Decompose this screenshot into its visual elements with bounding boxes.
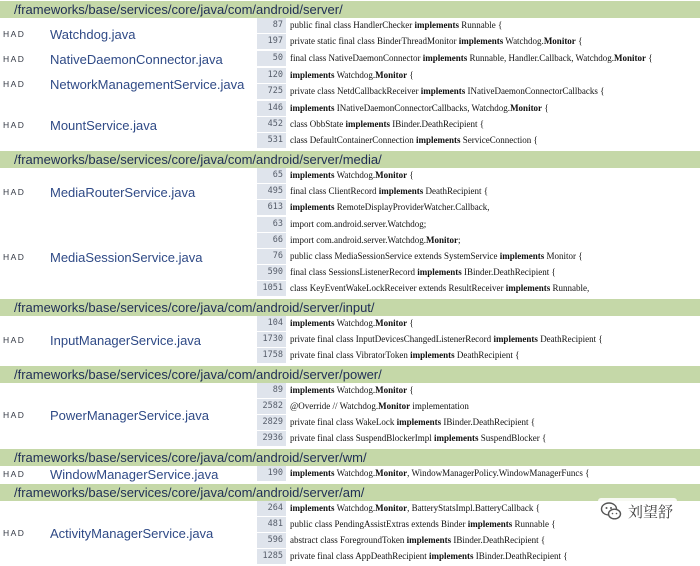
line-number[interactable]: 495	[257, 184, 286, 199]
code-text: {	[407, 385, 414, 395]
keyword-highlight: implements	[420, 86, 466, 96]
code-text: ;	[458, 235, 461, 245]
match-line[interactable]	[257, 101, 700, 117]
code-text: class DefaultContainerConnection	[290, 135, 416, 145]
match-line[interactable]	[257, 184, 700, 200]
line-number[interactable]: 197	[257, 34, 286, 49]
file-result	[0, 18, 700, 51]
code-text: private class NetdCallbackReceiver	[290, 86, 421, 96]
match-line[interactable]	[257, 51, 700, 67]
line-number[interactable]: 190	[257, 466, 286, 481]
line-number[interactable]: 120	[257, 68, 286, 83]
code-text: final class ClientRecord	[290, 186, 379, 196]
code-text: IBinder.DeathRecipient {	[473, 551, 568, 561]
line-number[interactable]: 531	[257, 133, 286, 148]
keyword-highlight: implements	[396, 417, 442, 427]
directory-header[interactable]: /frameworks/base/services/core/java/com/android/server/	[0, 0, 700, 18]
code-text: SuspendBlocker {	[478, 433, 547, 443]
code-text: public final class HandlerChecker	[290, 20, 415, 30]
file-result	[0, 383, 700, 448]
code-snippet	[286, 117, 700, 132]
code-text: private static final class BinderThreadMonitor	[290, 36, 459, 46]
code-text: private final class SuspendBlockerImpl	[290, 433, 434, 443]
keyword-highlight: implements	[378, 186, 424, 196]
match-line[interactable]	[257, 332, 700, 348]
match-lines	[257, 383, 700, 447]
code-text: abstract class ForegroundToken	[290, 535, 407, 545]
keyword-highlight: Monitor	[378, 401, 411, 411]
keyword-highlight: Monitor	[375, 385, 408, 395]
line-number[interactable]: 613	[257, 200, 286, 215]
keyword-highlight: implements	[422, 53, 468, 63]
code-snippet	[286, 84, 700, 99]
code-snippet	[286, 168, 700, 183]
match-line[interactable]	[257, 84, 700, 100]
file-name-link[interactable]: MountService.java	[50, 117, 157, 133]
keyword-highlight: implements	[290, 503, 335, 513]
had-flags: HAD	[3, 410, 26, 420]
had-flags: HAD	[3, 252, 26, 262]
match-line[interactable]	[257, 466, 700, 482]
match-line[interactable]	[257, 348, 700, 364]
keyword-highlight: implements	[290, 385, 335, 395]
code-text: DeathRecipient {	[537, 334, 603, 344]
match-line[interactable]	[257, 18, 700, 34]
file-result	[0, 217, 700, 298]
code-text: RemoteDisplayProviderWatcher.Callback,	[334, 202, 490, 212]
match-line[interactable]	[257, 34, 700, 50]
code-text: DeathRecipient {	[423, 186, 489, 196]
line-number[interactable]: 481	[257, 517, 286, 532]
match-line[interactable]	[257, 217, 700, 233]
keyword-highlight: implements	[499, 251, 545, 261]
line-number[interactable]: 146	[257, 101, 286, 116]
keyword-highlight: implements	[290, 170, 335, 180]
line-number[interactable]: 452	[257, 117, 286, 132]
match-line[interactable]	[257, 265, 700, 281]
match-lines	[257, 217, 700, 297]
file-name-link[interactable]: Watchdog.java	[50, 26, 136, 42]
keyword-highlight: implements	[290, 318, 335, 328]
file-result	[0, 501, 700, 566]
keyword-highlight: implements	[458, 36, 504, 46]
code-text: private final class WakeLock	[290, 417, 397, 427]
file-result	[0, 466, 700, 483]
keyword-highlight: Monitor	[375, 70, 408, 80]
line-number[interactable]: 596	[257, 533, 286, 548]
code-text: IBinder.DeathRecipient {	[390, 119, 485, 129]
match-line[interactable]	[257, 316, 700, 332]
code-snippet	[286, 533, 700, 548]
line-number[interactable]: 725	[257, 84, 286, 99]
line-number[interactable]: 264	[257, 501, 286, 516]
match-lines	[257, 68, 700, 100]
match-line[interactable]	[257, 233, 700, 249]
keyword-highlight: Monitor	[510, 103, 543, 113]
had-flags: HAD	[3, 528, 26, 538]
code-text: Watchdog.	[334, 503, 376, 513]
keyword-highlight: implements	[415, 135, 461, 145]
file-name-link[interactable]: WindowManagerService.java	[50, 466, 219, 482]
line-number[interactable]: 66	[257, 233, 286, 248]
code-snippet	[286, 348, 700, 363]
line-number[interactable]: 1730	[257, 332, 286, 347]
code-snippet	[286, 431, 700, 446]
line-number[interactable]: 1285	[257, 549, 286, 564]
code-snippet	[286, 34, 700, 49]
code-text: public class PendingAssistExtras extends Binder	[290, 519, 468, 529]
code-snippet	[286, 233, 700, 248]
directory-header[interactable]: /frameworks/base/services/core/java/com/android/server/am/	[0, 483, 700, 501]
code-text: private final class InputDevicesChangedListenerRecord	[290, 334, 494, 344]
code-text: final class SessionsListenerRecord	[290, 267, 418, 277]
match-line[interactable]	[257, 549, 700, 565]
code-text: @Override // Watchdog.	[290, 401, 379, 411]
file-name-link[interactable]: MediaRouterService.java	[50, 184, 196, 200]
code-snippet	[286, 184, 700, 199]
code-text: private final class VibratorToken	[290, 350, 411, 360]
code-text: public class MediaSessionService extends SystemService	[290, 251, 500, 261]
keyword-highlight: implements	[406, 535, 452, 545]
file-name-link[interactable]: NativeDaemonConnector.java	[50, 51, 223, 67]
code-text: Watchdog.	[334, 468, 376, 478]
code-text: class KeyEventWakeLockReceiver extends ResultReceiver	[290, 283, 506, 293]
match-lines	[257, 51, 700, 67]
match-line[interactable]	[257, 117, 700, 133]
directory-header[interactable]: /frameworks/base/services/core/java/com/android/server/media/	[0, 150, 700, 168]
code-text: INativeDaemonConnectorCallbacks {	[465, 86, 605, 96]
keyword-highlight: Monitor	[426, 235, 458, 245]
code-snippet	[286, 316, 700, 331]
code-snippet	[286, 51, 700, 66]
code-text: Runnable {	[458, 20, 503, 30]
code-text: Watchdog.	[503, 36, 544, 46]
code-text: implementation	[410, 401, 469, 411]
code-text: {	[407, 318, 414, 328]
code-text: {	[575, 36, 583, 46]
code-text: IBinder.DeathRecipient {	[441, 417, 536, 427]
file-result	[0, 51, 700, 68]
had-flags: HAD	[3, 29, 26, 39]
match-line[interactable]	[257, 168, 700, 184]
keyword-highlight: implements	[428, 551, 474, 561]
line-number[interactable]: 2582	[257, 399, 286, 414]
keyword-highlight: implements	[290, 103, 335, 113]
match-line[interactable]	[257, 200, 700, 216]
match-lines	[257, 18, 700, 50]
line-number[interactable]: 104	[257, 316, 286, 331]
keyword-highlight: implements	[505, 283, 551, 293]
wechat-icon	[600, 500, 622, 522]
code-text: {	[646, 53, 653, 63]
line-number[interactable]: 1758	[257, 348, 286, 363]
match-line[interactable]	[257, 533, 700, 549]
file-result	[0, 101, 700, 150]
match-line[interactable]	[257, 415, 700, 431]
keyword-highlight: implements	[290, 70, 335, 80]
file-result	[0, 316, 700, 365]
file-result	[0, 168, 700, 217]
match-lines	[257, 101, 700, 149]
code-text: Watchdog.	[334, 318, 376, 328]
match-line[interactable]	[257, 68, 700, 84]
code-snippet	[286, 68, 700, 83]
file-name-link[interactable]: MediaSessionService.java	[50, 249, 203, 265]
had-flags: HAD	[3, 79, 26, 89]
code-snippet	[286, 466, 700, 481]
line-number[interactable]: 50	[257, 51, 286, 66]
directory-header[interactable]: /frameworks/base/services/core/java/com/android/server/wm/	[0, 448, 700, 466]
watermark-text: 刘望舒	[628, 502, 674, 521]
match-line[interactable]	[257, 399, 700, 415]
file-name-link[interactable]: InputManagerService.java	[50, 332, 202, 348]
code-snippet	[286, 399, 700, 414]
keyword-highlight: Monitor	[614, 53, 647, 63]
code-text: import com.android.server.Watchdog.	[290, 235, 426, 245]
line-number[interactable]: 2829	[257, 415, 286, 430]
code-text: Runnable,	[550, 283, 590, 293]
code-text: {	[407, 170, 414, 180]
keyword-highlight: implements	[345, 119, 390, 129]
match-line[interactable]	[257, 383, 700, 399]
keyword-highlight: Monitor	[375, 503, 408, 513]
file-name-link[interactable]: ActivityManagerService.java	[50, 525, 214, 541]
had-flags: HAD	[3, 335, 26, 345]
code-text: Monitor {	[544, 251, 583, 261]
keyword-highlight: implements	[417, 267, 462, 277]
code-text: ServiceConnection {	[460, 135, 538, 145]
keyword-highlight: implements	[414, 20, 459, 30]
line-number[interactable]: 1051	[257, 281, 286, 296]
code-snippet	[286, 133, 700, 148]
code-snippet	[286, 281, 700, 296]
code-snippet	[286, 217, 700, 232]
code-text: {	[407, 70, 414, 80]
directory-header[interactable]: /frameworks/base/services/core/java/com/android/server/power/	[0, 365, 700, 383]
code-snippet	[286, 200, 700, 215]
line-number[interactable]: 89	[257, 383, 286, 398]
match-line[interactable]	[257, 249, 700, 265]
code-text: Runnable {	[512, 519, 556, 529]
watermark	[598, 498, 677, 524]
directory-header[interactable]: /frameworks/base/services/core/java/com/android/server/input/	[0, 298, 700, 316]
code-text: INativeDaemonConnectorCallbacks, Watchdog.	[334, 103, 511, 113]
code-snippet	[286, 249, 700, 264]
match-lines	[257, 466, 700, 482]
line-number[interactable]: 2936	[257, 431, 286, 446]
keyword-highlight: implements	[493, 334, 538, 344]
keyword-highlight: implements	[290, 202, 335, 212]
code-snippet	[286, 415, 700, 430]
had-flags: HAD	[3, 120, 26, 130]
file-result	[0, 68, 700, 101]
keyword-highlight: Monitor	[375, 170, 408, 180]
keyword-highlight: Monitor	[375, 318, 408, 328]
line-number[interactable]: 65	[257, 168, 286, 183]
code-text: Watchdog.	[334, 385, 376, 395]
line-number[interactable]: 63	[257, 217, 286, 232]
code-snippet	[286, 265, 700, 280]
match-line[interactable]	[257, 133, 700, 149]
code-text: IBinder.DeathRecipient {	[461, 267, 556, 277]
had-flags: HAD	[3, 187, 26, 197]
file-name-link[interactable]: PowerManagerService.java	[50, 407, 209, 423]
match-line[interactable]	[257, 281, 700, 297]
code-text: final class NativeDaemonConnector	[290, 53, 423, 63]
code-snippet	[286, 18, 700, 33]
line-number[interactable]: 76	[257, 249, 286, 264]
match-lines	[257, 168, 700, 216]
keyword-highlight: implements	[410, 350, 455, 360]
code-snippet	[286, 332, 700, 347]
code-text: , WindowManagerPolicy.WindowManagerFuncs {	[407, 468, 590, 478]
file-name-link[interactable]: NetworkManagementService.java	[50, 76, 245, 92]
match-line[interactable]	[257, 431, 700, 447]
code-text: {	[542, 103, 549, 113]
code-text: class ObbState	[290, 119, 346, 129]
keyword-highlight: Monitor	[375, 468, 408, 478]
had-flags: HAD	[3, 54, 26, 64]
code-text: Watchdog.	[334, 70, 376, 80]
line-number[interactable]: 590	[257, 265, 286, 280]
keyword-highlight: implements	[467, 519, 513, 529]
code-snippet	[286, 549, 700, 564]
code-text: import com.android.server.Watchdog;	[290, 219, 427, 229]
code-snippet	[286, 101, 700, 116]
keyword-highlight: Monitor	[543, 36, 576, 46]
code-text: private final class AppDeathRecipient	[290, 551, 429, 561]
had-flags: HAD	[3, 469, 26, 479]
match-lines	[257, 316, 700, 364]
code-text: , BatteryStatsImpl.BatteryCallback {	[407, 503, 540, 513]
code-text: Watchdog.	[334, 170, 376, 180]
code-text: Runnable, Handler.Callback, Watchdog.	[467, 53, 615, 63]
keyword-highlight: implements	[433, 433, 479, 443]
code-text: DeathRecipient {	[454, 350, 520, 360]
line-number[interactable]: 87	[257, 18, 286, 33]
code-snippet	[286, 383, 700, 398]
code-text: IBinder.DeathRecipient {	[451, 535, 546, 545]
keyword-highlight: implements	[290, 468, 335, 478]
